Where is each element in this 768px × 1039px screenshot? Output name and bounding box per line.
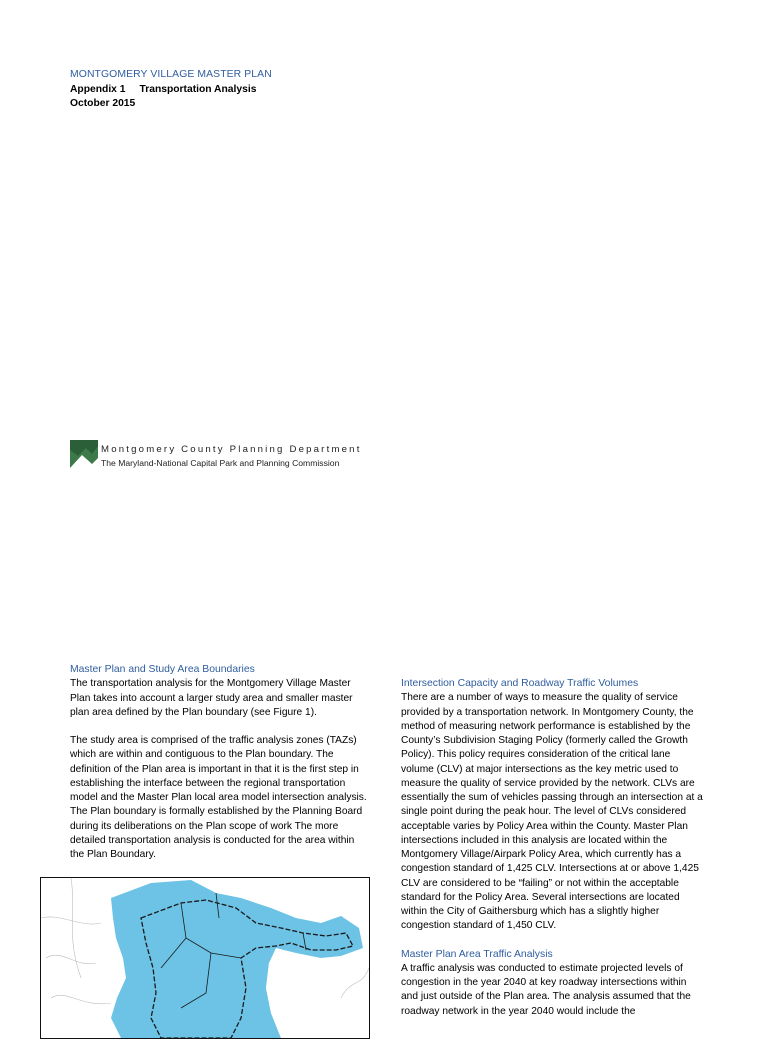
plan-area-map-graphic [41,878,369,1038]
appendix-title: Transportation Analysis [139,84,257,95]
boundaries-paragraph-1: The transportation analysis for the Montgomery Village Master Plan takes into account a larger study area and smaller master plan area defined by the Plan boundary (see Figure 1). [70,678,353,718]
intersection-capacity-paragraph: There are a number of ways to measure the quality of service provided by a transportation network. In Montgomery County, the method of measuring network performance is established by the County’s Subdivision Staging Policy (formerly called the Growth Policy). This policy requires consideration of the critical lane volume (CLV) at major intersections as the key metric used to measure the quality of service provided by the network. CLVs are essentially the sum of vehicles passing through an intersection at a single point during the peak hour. The level of CLVs considered acceptable varies by Policy Area within the County. Master Plan intersections included in this analysis are located within the Montgomery Village/Airpark Policy Area, which currently has a congestion standard of 1,425 CLV. Intersections at or above 1,425 CLV are considered to be “failing” or not within the acceptable standard for the Policy Area. Several intersections are located within the City of Gaithersburg which has a slightly higher congestion standard of 1,450 CLV. [401,692,703,932]
figure-1-map [40,877,370,1039]
traffic-analysis-paragraph: A traffic analysis was conducted to estimate projected levels of congestion in the year 2040 at key roadway intersections within and just outside of the Plan area. The analysis assumed that the roadway network in the year 2040 would include the [401,962,691,1017]
section-heading-traffic-analysis: Master Plan Area Traffic Analysis [401,948,553,960]
document-title: MONTGOMERY VILLAGE MASTER PLAN [70,69,272,80]
appendix-label: Appendix 1 [70,84,126,95]
document-date: October 2015 [70,98,136,109]
appendix-line [70,84,256,95]
boundaries-paragraph-2: The study area is comprised of the traffic analysis zones (TAZs) which are within and contiguous to the Plan boundary. The definition of the Plan area is important in that it is the first step in establishing the interface between the regional transportation model and the Master Plan local area model intersection analysis. The Plan boundary is formally established by the Planning Board during its deliberations on the Plan scope of work The more detailed transportation analysis is conducted for the area within the Plan Boundary. [70,735,367,860]
section-heading-boundaries: Master Plan and Study Area Boundaries [70,664,255,675]
right-column [401,677,703,1019]
mncppc-logo-icon [70,440,98,468]
commission-name: The Maryland-National Capital Park and Planning Commission [101,458,340,468]
department-name: Montgomery County Planning Department [101,444,362,455]
left-column [70,663,370,862]
section-heading-intersection-capacity: Intersection Capacity and Roadway Traffic Volumes [401,678,639,689]
